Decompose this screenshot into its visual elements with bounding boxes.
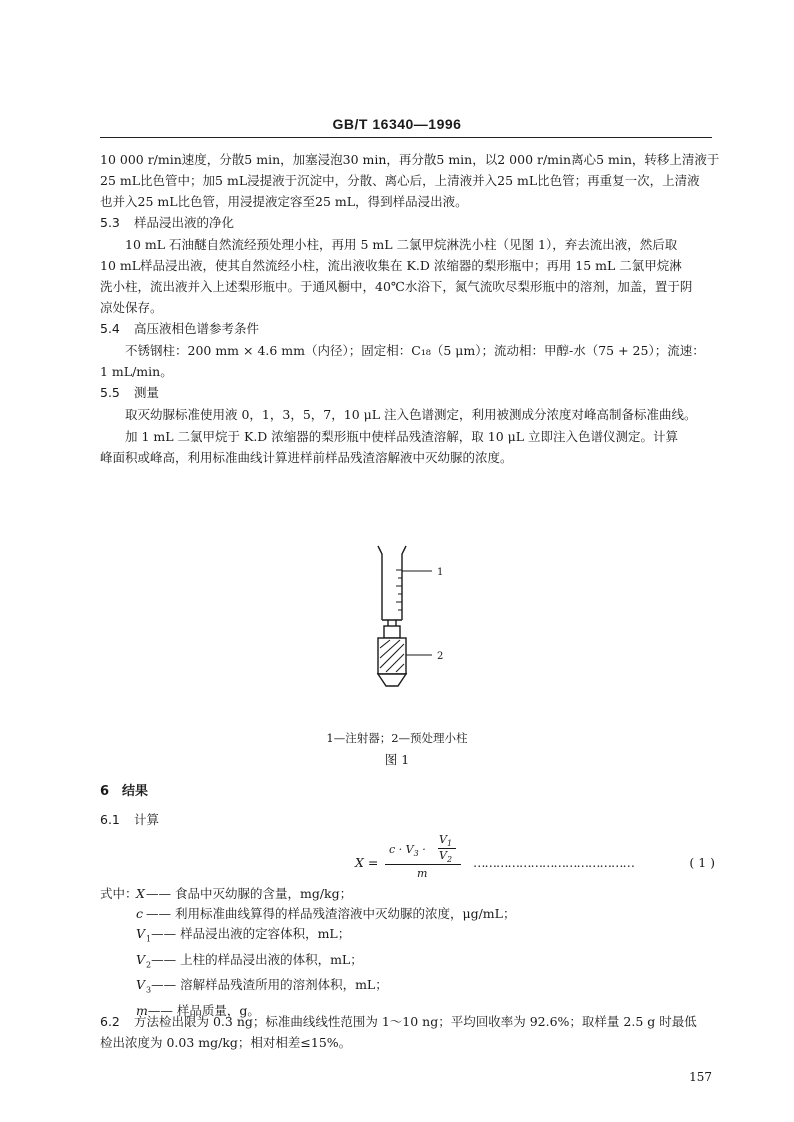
standard-code-header: GB/T 16340—1996 (332, 116, 462, 132)
symbol-definition-row (136, 975, 712, 1001)
formula-numerator: $c \cdot V_3$ · (389, 843, 426, 859)
section-number: 6.2 (100, 1014, 120, 1029)
connector (384, 626, 400, 638)
inner-frac-top: $V_1$ (439, 833, 453, 849)
section-title: 测量 (134, 385, 160, 400)
symbol: c (136, 906, 144, 921)
paragraph-line: 也并入25 mL比色管，用浸提液定容至25 mL，得到样品浸出液。 (100, 194, 468, 209)
section-title: 高压液相色谱参考条件 (134, 321, 260, 336)
paragraph-line: 方法检出限为 0.3 ng；标准曲线线性范围为 1～10 ng；平均回收率为 92.6%；取样量 2.5 g 时最低 (134, 1014, 697, 1029)
symbol: X (136, 886, 145, 901)
paragraph-line: 1 mL/min。 (100, 364, 173, 379)
paragraph-line: 洗小柱，流出液并入上述梨形瓶中。于通风橱中，40℃水浴下，氮气流吹尽梨形瓶中的溶剂，加盖，置于阴 (100, 279, 693, 294)
symbol-definition-row (136, 924, 712, 950)
section-heading-5-4 (100, 319, 712, 339)
paragraph-line: 25 mL比色管中；加5 mL浸提液于沉淀中，分散、离心后，上清液并入25 mL比色管；再重复一次，上清液 (100, 173, 700, 188)
syringe-column-figure (360, 540, 470, 690)
figure-title: 图 1 (384, 752, 410, 767)
symbol-subscript: 3 (146, 985, 152, 995)
section-heading-6-1 (100, 810, 712, 830)
symbol-definition-row (136, 884, 712, 904)
paragraph-line: 检出浓度为 0.03 mg/kg；相对相差≤15%。 (100, 1035, 352, 1050)
symbol-subscript: 1 (146, 934, 152, 944)
paragraph-line: 10 mL样品浸出液，使其自然流经小柱，流出液收集在 K.D 浓缩器的梨形瓶中；再用 15 mL 二氯甲烷淋 (100, 258, 682, 273)
section-6-2 (100, 1012, 712, 1032)
header-rule (100, 137, 712, 138)
section-number: 6.1 (100, 812, 120, 827)
symbol-meaning: —— 食品中灭幼脲的含量，mg/kg； (146, 886, 353, 901)
symbol: m (136, 1002, 148, 1018)
symbol-meaning: —— 溶解样品残渣所用的溶剂体积，mL； (151, 977, 388, 992)
paragraph-line: 10 mL 石油醚自然流经预处理小柱，再用 5 mL 二氯甲烷淋洗小柱（见图 1），弃去流出液，然后取 (125, 237, 678, 252)
where-intro: 式中： (100, 886, 138, 901)
paragraph-line: 峰面积或峰高，利用标准曲线计算进样前样品残渣溶解液中灭幼脲的浓度。 (100, 450, 513, 465)
symbol-meaning: —— 上柱的样品浸出液的体积，mL； (151, 951, 363, 967)
paragraph-line: 不锈钢柱：200 mm × 4.6 mm（内径）；固定相：C₁₈（5 μm）；流动相：甲醇-水（75 + 25）；流速： (125, 343, 705, 358)
main-frac-bar (385, 864, 461, 865)
figure-label-1: 1 (437, 567, 444, 578)
symbol-meaning: —— 样品质量，g。 (147, 1002, 260, 1018)
paragraph-line: 凉处保存。 (100, 300, 163, 315)
formula-1 (355, 833, 715, 883)
section-number: 6 (100, 784, 110, 799)
symbol-meaning: —— 样品浸出液的定容体积，mL； (151, 926, 351, 941)
paragraph-line: 取灭幼脲标准使用液 0，1，3，5，7，10 μL 注入色谱测定，利用被测成分浓度对峰高制备标准曲线。 (125, 407, 697, 422)
symbol: V (136, 977, 146, 992)
symbol-definition-row (136, 904, 712, 924)
figure-label-2: 2 (437, 651, 444, 662)
symbol-definitions (136, 884, 712, 1021)
section-title: 样品浸出液的净化 (134, 215, 235, 230)
section-number: 5.3 (100, 215, 120, 230)
section-heading-5-3 (100, 213, 712, 233)
section-title: 结果 (122, 784, 149, 799)
symbol-definition-row (136, 950, 712, 976)
section-number: 5.5 (100, 385, 120, 400)
inner-frac-bottom: $V_2$ (439, 849, 453, 865)
symbol: V (136, 951, 146, 967)
section-heading-5-5 (100, 383, 712, 403)
symbol: V (136, 926, 146, 941)
syringe-right-wall (402, 546, 406, 620)
symbol-meaning: —— 利用标准曲线算得的样品残渣溶液中灭幼脲的浓度，μg/mL； (146, 906, 516, 921)
section-heading-6 (100, 782, 712, 802)
symbol-subscript: 2 (146, 960, 152, 969)
paragraph-line: 10 000 r/min速度，分散5 min，加塞浸泡30 min，再分散5 min，以2 000 r/min离心5 min，转移上清液于 (100, 152, 720, 167)
section-title: 计算 (134, 812, 160, 827)
section-number: 5.4 (100, 321, 120, 336)
formula-dots: …………………………………… (473, 855, 634, 870)
page-number: 157 (689, 1070, 712, 1084)
equation-number: ( 1 ) (689, 855, 715, 870)
paragraph-line: 加 1 mL 二氯甲烷于 K.D 浓缩器的梨形瓶中使样品残渣溶解，取 10 μL 立即注入色谱仪测定。计算 (125, 429, 679, 444)
formula-lhs: X = (355, 855, 379, 870)
figure-legend: 1—注射器；2—预处理小柱 (326, 731, 468, 745)
syringe-left-wall (378, 546, 382, 620)
formula-denominator: m (417, 867, 428, 880)
